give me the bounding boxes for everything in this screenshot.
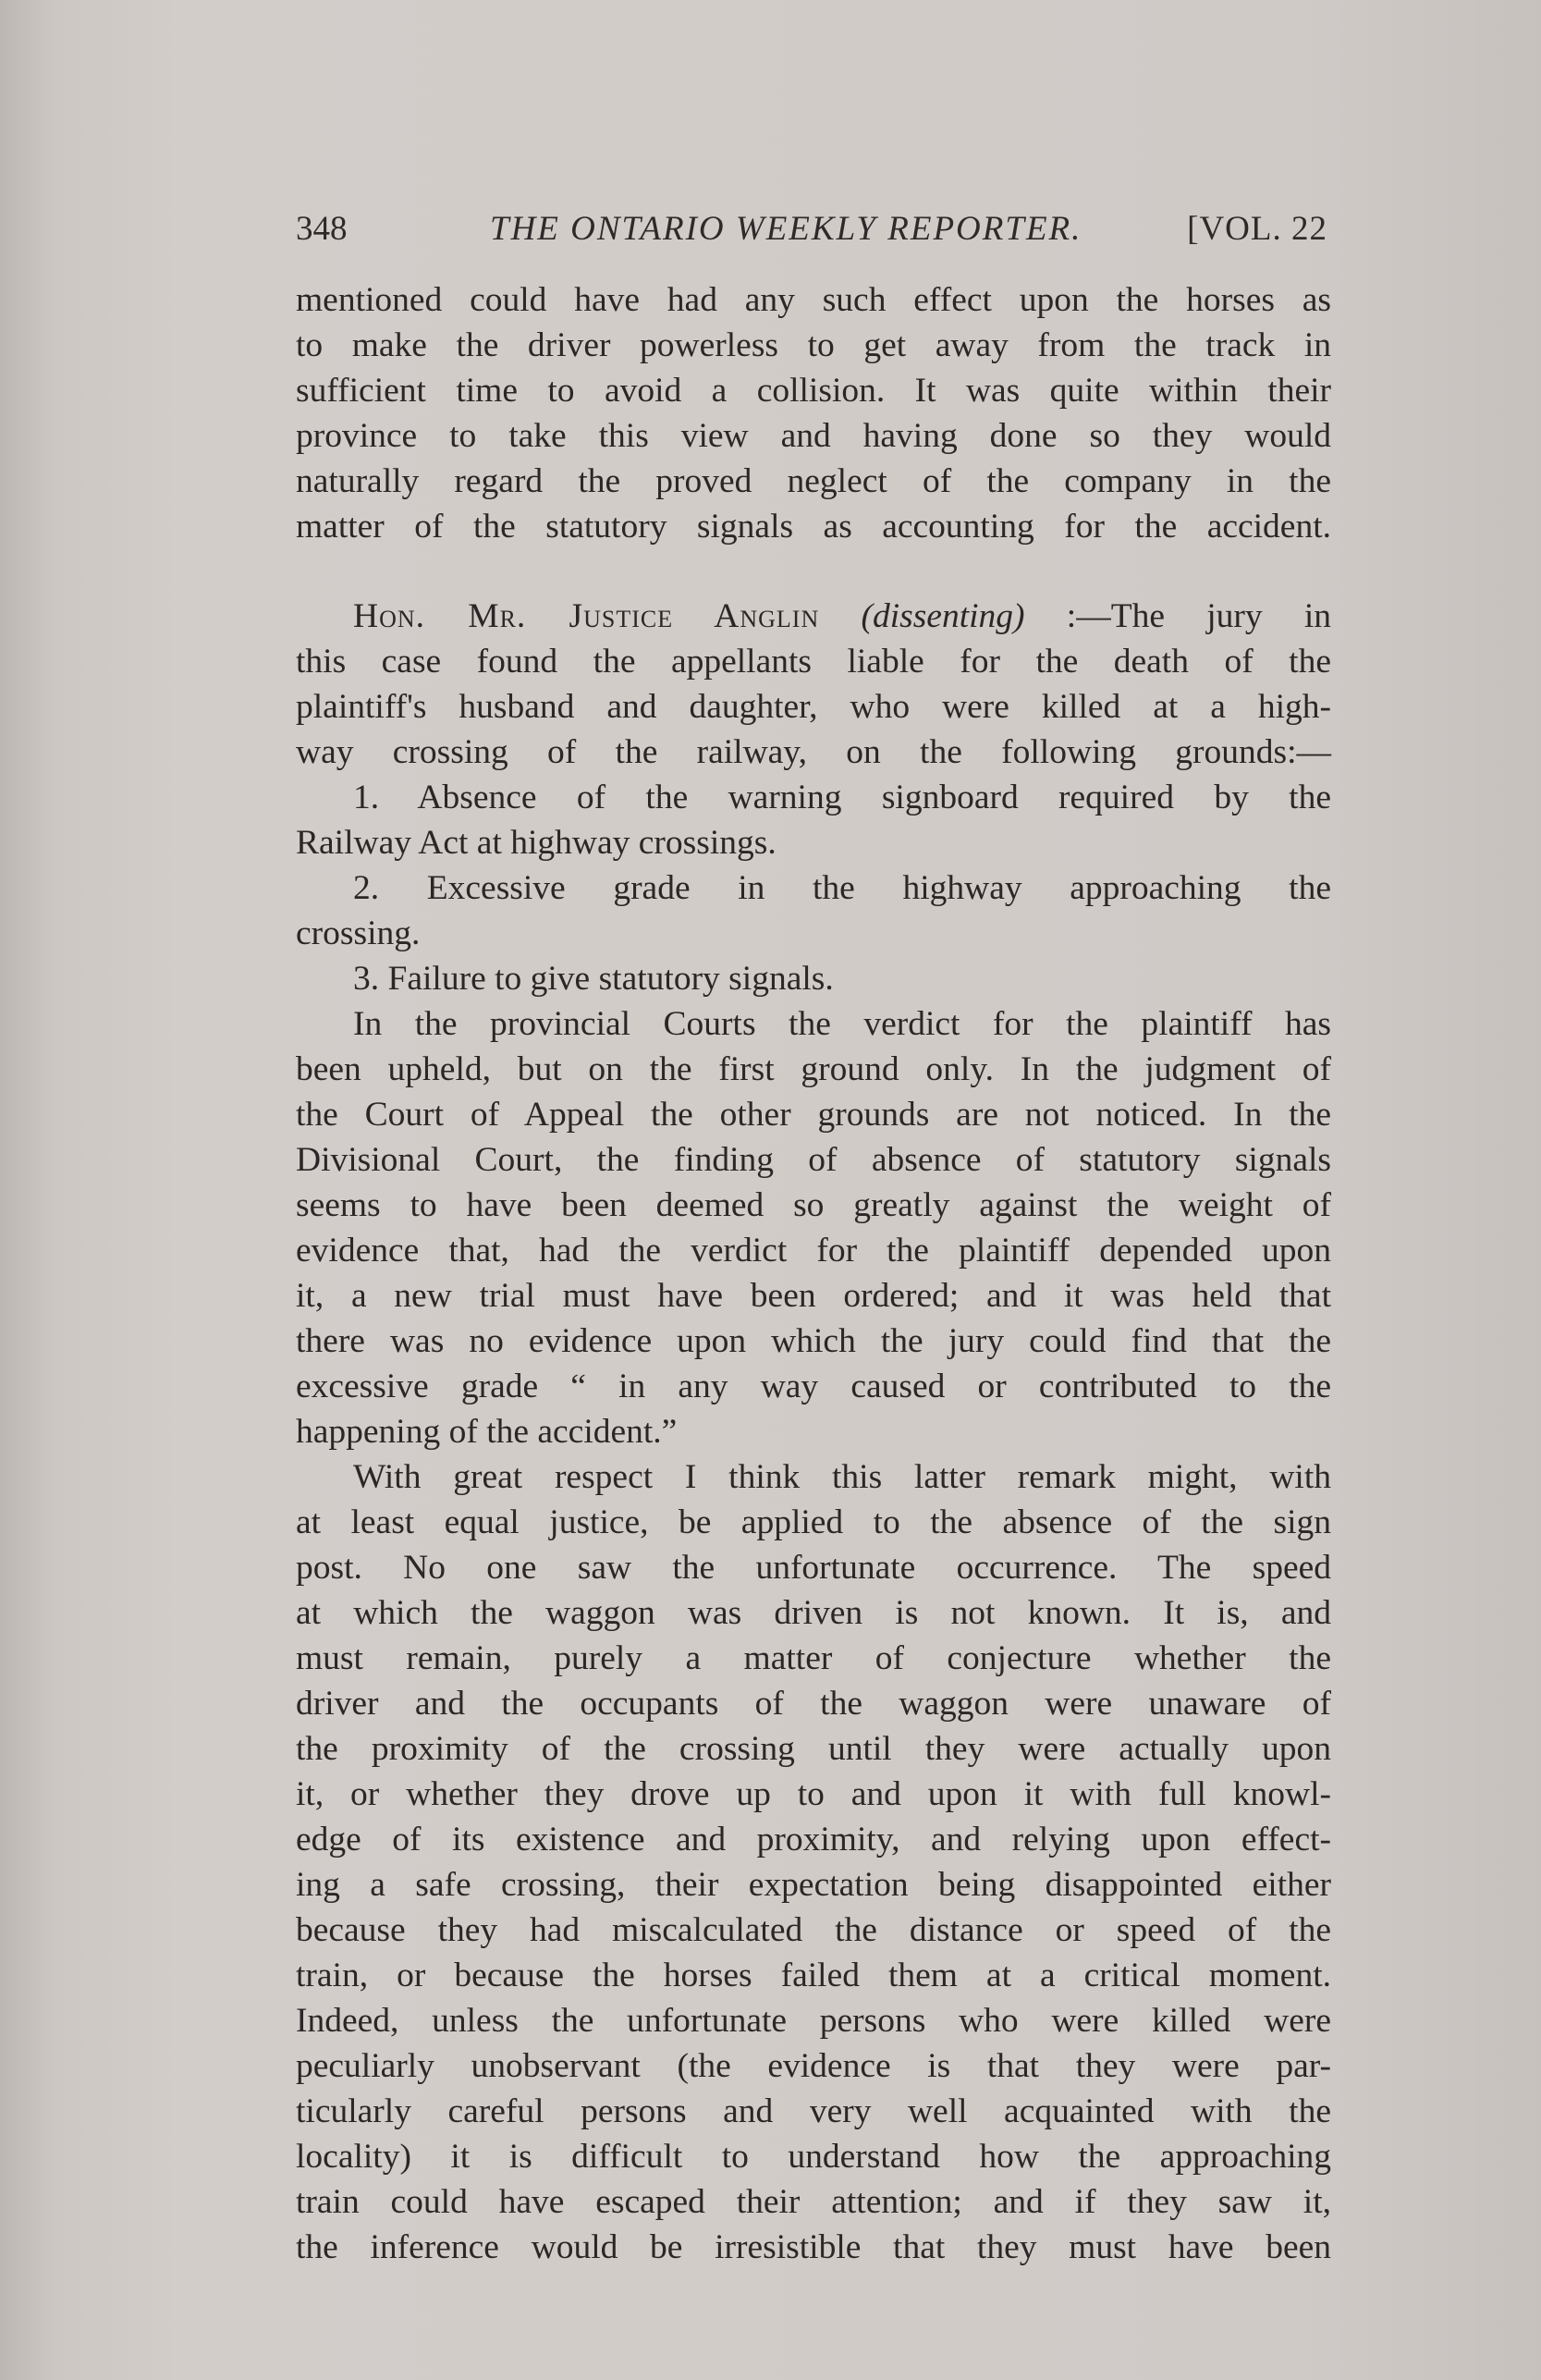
text-line: sufficient time to avoid a collision. It was quite within their [296,372,1331,410]
text-line: With great respect I think this latter remark might, with [353,1458,1331,1496]
page-header [296,202,1331,257]
text-line: at which the waggon was driven is not known. It is, and [296,1594,1331,1632]
paragraph-great-respect [296,1454,1331,2270]
text-line: ing a safe crossing, their expectation being disappointed either [296,1866,1331,1904]
text-line: Divisional Court, the finding of absence of statutory signals [296,1141,1331,1179]
text-line: driver and the occupants of the waggon were unaware of [296,1685,1331,1723]
page-number: 348 [296,210,348,248]
text-line: at least equal justice, be applied to the absence of the sign [296,1503,1331,1541]
text-line: Railway Act at highway crossings. [296,824,777,862]
text-line: ticularly careful persons and very well acquainted with the [296,2092,1331,2130]
judge-name: Hon. Mr. Justice Anglin [353,597,820,635]
dissenting-judgment-intro [296,594,1331,775]
text-line: edge of its existence and proximity, and relying upon effect- [296,1821,1331,1859]
paragraph-provincial-courts [296,1001,1331,1454]
text-line: must remain, purely a matter of conjecture whether the [296,1639,1331,1677]
text-line: train could have escaped their attention; and if they saw it, [296,2183,1331,2221]
running-title: THE ONTARIO WEEKLY REPORTER. [490,210,1082,248]
text-line: been upheld, but on the first ground only. In the judgment of [296,1050,1331,1088]
text-line: evidence that, had the verdict for the plaintiff depended upon [296,1232,1331,1270]
text-line: post. No one saw the unfortunate occurrence. The speed [296,1549,1331,1587]
text-line: way crossing of the railway, on the following grounds:— [296,733,1331,771]
text-line: it, a new trial must have been ordered; and it was held that [296,1277,1331,1315]
text-line: In the provincial Courts the verdict for the plaintiff has [353,1005,1331,1043]
judgment-opening-line [296,594,1331,639]
text-line: seems to have been deemed so greatly against the weight of [296,1186,1331,1224]
text-line: matter of the statutory signals as accounting for the accident. [296,508,1331,546]
text-line: province to take this view and having done so they would [296,417,1331,455]
grounds-list [296,775,1331,1001]
paragraph-gap [296,549,1331,594]
text-line: happening of the accident.” [296,1413,678,1451]
text-line: Indeed, unless the unfortunate persons who were killed were [296,2002,1331,2040]
text-line: the Court of Appeal the other grounds are not noticed. In the [296,1096,1331,1134]
text-line: naturally regard the proved neglect of the company in the [296,462,1331,500]
volume-label: [VOL. 22 [1187,210,1327,248]
page-body [296,277,1331,2270]
ground-item-3: 3. Failure to give statutory signals. [353,960,834,998]
text-line: because they had miscalculated the distance or speed of the [296,1911,1331,1949]
text-line: the proximity of the crossing until they were actually upon [296,1730,1331,1768]
text-line: there was no evidence upon which the jury could find that the [296,1322,1331,1360]
text-line: mentioned could have had any such effect upon the horses as [296,281,1331,319]
paragraph-continued [296,277,1331,549]
text-line: it, or whether they drove up to and upon it with full knowl- [296,1775,1331,1813]
text-line: excessive grade “ in any way caused or contributed to the [296,1368,1331,1405]
ground-item-2: 2. Excessive grade in the highway approaching the [353,869,1331,907]
ground-item-1: 1. Absence of the warning signboard required by the [353,779,1331,816]
text-line: this case found the appellants liable for the death of the [296,643,1331,681]
text-line: the inference would be irresistible that they must have been [296,2228,1331,2266]
text-line: train, or because the horses failed them at a critical moment. [296,1957,1331,1994]
text-line: to make the driver powerless to get away from the track in [296,326,1331,364]
judgment-opening-text: :—The jury in [1066,597,1332,635]
text-line: crossing. [296,914,421,952]
text-line: peculiarly unobservant (the evidence is that they were par- [296,2047,1331,2085]
dissent-note: (dissenting) [861,597,1025,635]
text-line: locality) it is difficult to understand how the approaching [296,2138,1331,2176]
text-line: plaintiff's husband and daughter, who were killed at a high- [296,688,1331,726]
